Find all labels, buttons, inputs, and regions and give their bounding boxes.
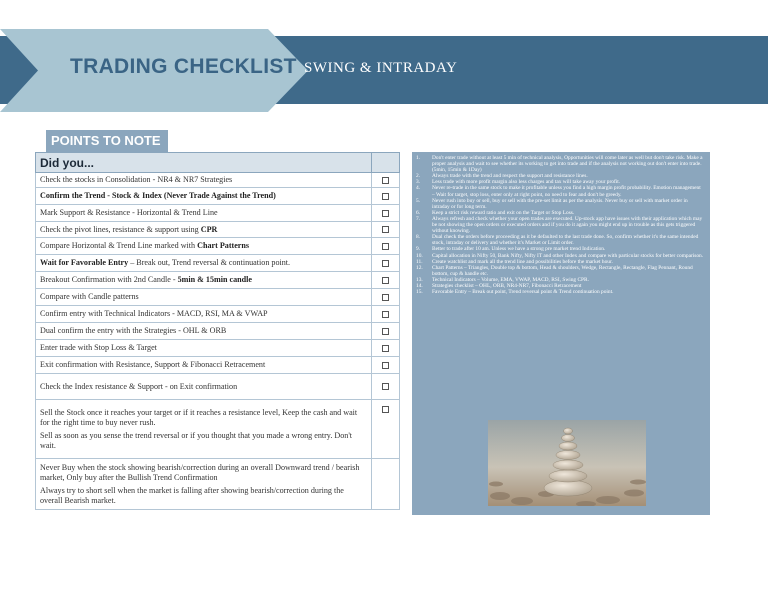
page-subtitle: SWING & INTRADAY — [304, 60, 458, 76]
checklist-row — [35, 255, 400, 272]
note-item: 6. Keep a strict risk reward ratio and exit on the Target or Stop Loss. — [416, 209, 575, 216]
checklist-item-text: Check the Index resistance & Support - on Exit confirmation — [40, 381, 238, 391]
note-item: 9. Better to trade after 10 am. Unless we have a strong pre market trend Indication. — [416, 246, 606, 253]
note-item: 12. Chart Patterns – Triangles, Double top & bottom, Head & shoulders, Wedge, Rectangle, Rectangle, Flag Pennant, Round bottom, cup & handle etc. — [416, 264, 693, 277]
checklist-row — [35, 238, 400, 255]
checkbox[interactable] — [382, 345, 389, 352]
checklist-item-text: Confirm entry with Technical Indicators - MACD, RSI, MA & VWAP — [40, 309, 268, 318]
note-item: 4. Never re-trade in the same stock to make it profitable unless you find a high margin profit probability. Emotion management – Wait for target, stop loss, enter only at right point, no need to fear and don't be greedy. — [416, 185, 701, 198]
note-item: 15. Favorable Entry – Break out point, Trend reversal point & Trend continuation point. — [416, 289, 614, 296]
checklist-row — [35, 173, 400, 188]
note-item: 3. Less trade with more profit margin also less charges and tax will take away your profit. — [416, 179, 621, 186]
stacked-stones-image — [488, 420, 646, 506]
checkbox[interactable] — [382, 260, 389, 267]
checklist-row — [35, 340, 400, 357]
note-item: 7. Always refresh and check whether your open trades are executed. Up-stock app have issues with their application which may be not showing the open orders or executed orders and if you do it again you might end up in trouble as this gets triggered without knowing. — [416, 215, 703, 235]
checklist-item-text: Check the pivot lines, resistance & support using CPR — [40, 224, 218, 234]
checkbox[interactable] — [382, 328, 389, 335]
checkbox[interactable] — [382, 226, 389, 233]
sell-note-text: Sell the Stock once it reaches your target or if it reaches a resistance level, Keep the cash and wait for the right time to buy never rush. Sell as soon as you sense the trend reversal or if you thought that you made a wrong entry. Don't wait. — [40, 407, 358, 450]
checklist-row — [35, 306, 400, 323]
checklist-item-text: Dual confirm the entry with the Strategies - OHL & ORB — [40, 326, 227, 335]
checklist-row — [35, 222, 400, 238]
checkbox[interactable] — [382, 362, 389, 369]
note-item: 10. Capital allocation in Nifty 50, Bank Nifty, Nifty IT and other Index and compare with particular stocks for better comparison. — [416, 252, 704, 259]
checklist-header — [35, 152, 400, 173]
checkbox[interactable] — [382, 277, 389, 284]
checklist-table — [35, 152, 400, 510]
checklist-item-text: Enter trade with Stop Loss & Target — [40, 343, 157, 352]
note-item: 1. Don't enter trade without at least 5 min of technical analysis, Opportunities will come later as well but don't take risk. Make a proper analysis and wait to see whether its working to get into trade and if the analysis not working out don't enter into trade. (5min, 15min & 1Day) — [416, 155, 703, 174]
checklist-row — [35, 357, 400, 374]
checklist-row — [35, 374, 400, 400]
note-item: 14. Strategies checklist – OHL, ORB, NR4-NR7, Fibonacci Retracement — [416, 282, 582, 289]
buy-note-text: Never Buy when the stock showing bearish/correction during an overall Downward trend / bearish market, Only buy after the Bullish Trend Confirmation Always try to short sell when the market is falling after showing bearish/correction during the overall Bearish market. — [40, 462, 360, 505]
note-item: 11. Create watchlist and mark all the trend line and possibilities before the market hour. — [416, 258, 613, 265]
checklist-item-text: Exit confirmation with Resistance, Support & Fibonacci Retracement — [40, 360, 266, 369]
checkbox[interactable] — [382, 193, 389, 200]
checkbox[interactable] — [382, 177, 389, 184]
checkbox[interactable] — [382, 311, 389, 318]
checklist-item-text: Compare Horizontal & Trend Line marked with Chart Patterns — [40, 241, 250, 250]
buy-note-row — [35, 459, 400, 510]
checkbox[interactable] — [382, 210, 389, 217]
checklist-item-text: Breakout Confirmation with 2nd Candle - 5min & 15min candle — [40, 275, 252, 284]
checklist-header-label: Did you... — [40, 156, 94, 170]
points-to-note-tab: POINTS TO NOTE — [46, 130, 168, 152]
checklist-item-text: Check the stocks in Consolidation - NR4 & NR7 Strategies — [40, 175, 233, 184]
note-item: 8. Dual check the orders before proceeding as it be defaulted to the last trade done. So, confirm whether it's the same intended stock, intraday or delivery and whether it's Market or Limit order. — [416, 234, 699, 247]
note-item: 2. Always trade with the trend and respect the support and resistance lines. — [416, 173, 588, 180]
checklist-item-text: Mark Support & Resistance - Horizontal & Trend Line — [40, 208, 218, 217]
checkbox[interactable] — [382, 294, 389, 301]
checklist-row — [35, 205, 400, 222]
note-item: 13. Technical Indicators – Volume, EMA, VWAP, MACD, RSI, Swing CPR. — [416, 276, 589, 283]
checklist-row — [35, 323, 400, 340]
page-title: TRADING CHECKLIST — [70, 55, 297, 78]
checklist-row — [35, 289, 400, 306]
checkbox[interactable] — [382, 406, 389, 413]
checklist-row — [35, 188, 400, 205]
checkbox[interactable] — [382, 383, 389, 390]
notes-list — [416, 155, 704, 295]
checklist-item-text: Confirm the Trend - Stock & Index (Never Trade Against the Trend) — [40, 191, 276, 200]
checklist-row — [35, 272, 400, 289]
note-item: 5. Never rush into buy or sell, buy or sell with the pre-set limit as per the analysis. Never buy or sell with market order in intraday or for long term. — [416, 197, 688, 210]
sell-note-row — [35, 400, 400, 459]
checklist-item-text: Compare with Candle patterns — [40, 292, 139, 301]
checkbox[interactable] — [382, 243, 389, 250]
checklist-item-text: Wait for Favorable Entry – Break out, Trend reversal & continuation point. — [40, 258, 291, 267]
